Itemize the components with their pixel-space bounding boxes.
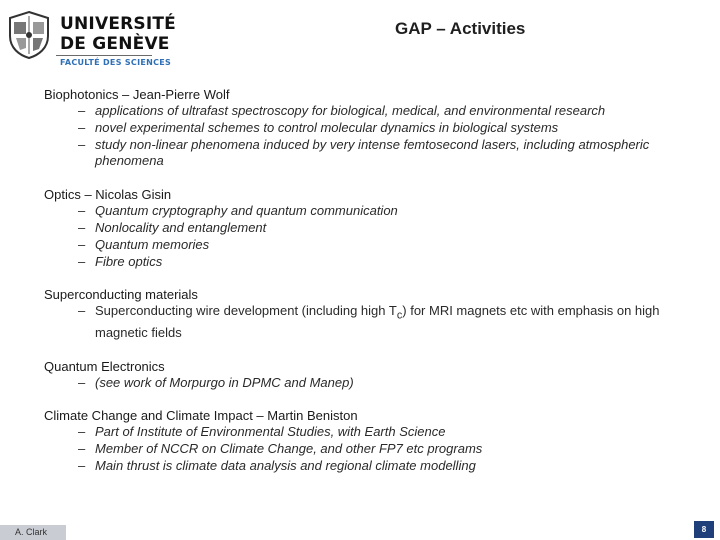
list-item-text: Fibre optics [95,253,163,269]
dash-marker: – [78,441,86,457]
list-item [78,220,684,237]
slide-title: GAP – Activities [395,19,526,38]
dash-marker: – [78,424,86,440]
dash-marker: – [78,457,86,473]
list-item [78,103,684,120]
list-item-text: Nonlocality and entanglement [95,219,267,235]
dash-marker: – [78,103,86,118]
logo-divider [56,55,152,56]
section-title: Quantum Electronics [44,358,165,374]
subscript-c: c [396,309,403,322]
bullet-list [78,424,684,474]
list-item [78,120,684,137]
bullet-list [78,375,684,392]
list-item [78,375,684,392]
list-item-text: novel experimental schemes to control molecular dynamics in biological systems [95,119,559,135]
list-item-text: Quantum memories [95,236,210,252]
bullet-list [78,103,684,170]
dash-marker: – [78,219,86,235]
university-seal-icon [6,10,52,60]
list-item-text-suffix: ) for MRI magnets etc with emphasis on high magnetic fields [95,303,660,340]
dash-marker: – [78,374,86,390]
list-item [78,303,684,341]
list-item [78,458,684,475]
slide-body [44,86,684,491]
list-item-text: study non-linear phenomena induced by very intense femtosecond lasers, including atmospheric phenomena [95,136,650,169]
logo-university-text: UNIVERSITÉ [60,14,176,34]
dash-marker: – [78,203,86,219]
list-item-text: applications of ultrafast spectroscopy for biological, medical, and environmental research [95,103,606,118]
section-title: Superconducting materials [44,287,198,303]
section-quantum-electronics [44,358,684,392]
list-item-text: (see work of Morpurgo in DPMC and Manep) [95,374,354,390]
bullet-list [78,203,684,270]
dash-marker: – [78,119,86,135]
list-item-text: Member of NCCR on Climate Change, and other FP7 etc programs [95,441,483,457]
section-title: Biophotonics – Jean-Pierre Wolf [44,87,230,102]
logo-geneva-text: DE GENÈVE [60,34,170,54]
section-title: Optics – Nicolas Gisin [44,187,172,203]
bullet-list [78,303,684,341]
list-item-text: Main thrust is climate data analysis and regional climate modelling [95,457,476,473]
list-item-text-prefix: Superconducting wire development (including high T [95,303,397,319]
section-optics [44,186,684,270]
list-item [78,203,684,220]
list-item [78,254,684,271]
list-item [78,237,684,254]
section-title: Climate Change and Climate Impact – Martin Beniston [44,408,358,424]
list-item [78,424,684,441]
university-logo [6,8,176,70]
list-item [78,137,684,171]
list-item-text: Quantum cryptography and quantum communication [95,203,398,219]
dash-marker: – [78,236,86,252]
footer-author: A. Clark [0,525,66,540]
logo-faculty-text: FACULTÉ DES SCIENCES [60,58,172,67]
dash-marker: – [78,303,86,319]
list-item [78,441,684,458]
section-climate [44,407,684,474]
list-item-text: Part of Institute of Environmental Studies, with Earth Science [95,424,446,440]
dash-marker: – [78,136,86,152]
section-biophotonics [44,86,684,170]
dash-marker: – [78,253,86,269]
page-number: 8 [694,521,714,538]
section-superconducting [44,286,684,341]
